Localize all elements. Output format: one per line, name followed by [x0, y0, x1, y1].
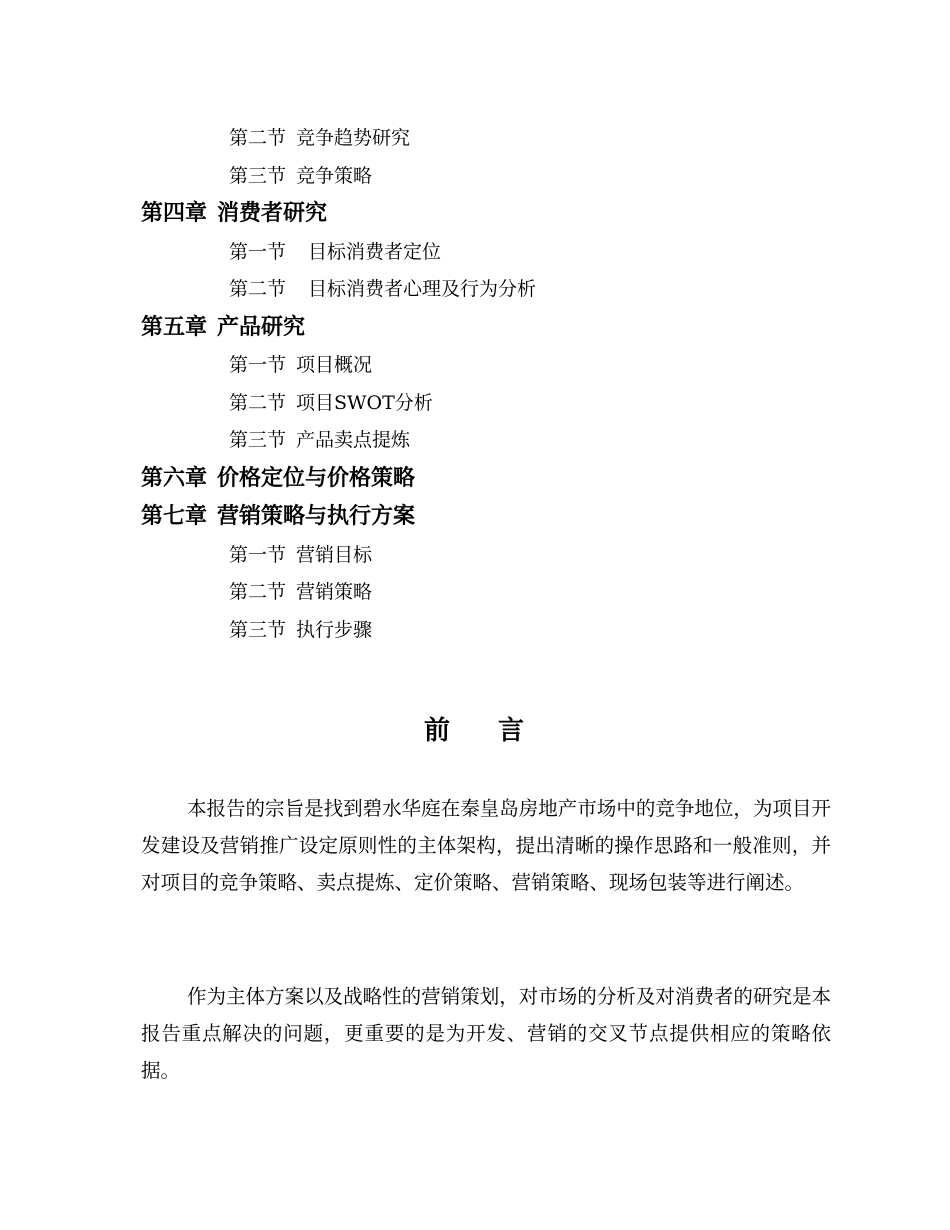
table-of-contents — [141, 120, 841, 649]
toc-chapter-entry — [141, 460, 841, 499]
toc-chapter-entry — [141, 498, 841, 537]
toc-chapter-title: 营销策略与执行方案 — [217, 504, 416, 529]
toc-section-title: 项目SWOT分析 — [296, 391, 433, 414]
toc-section-number: 第二节 — [229, 278, 287, 300]
toc-section-number: 第一节 — [229, 543, 287, 566]
toc-section-title: 执行步骤 — [296, 618, 373, 641]
toc-section-entry — [141, 612, 841, 650]
toc-chapter-entry — [141, 309, 841, 348]
toc-section-title: 目标消费者定位 — [308, 240, 442, 263]
preface-title-right: 言 — [498, 716, 527, 746]
toc-section-number: 第三节 — [229, 429, 287, 451]
toc-section-entry — [141, 422, 841, 460]
toc-section-title: 竞争趋势研究 — [296, 127, 411, 149]
toc-section-entry — [141, 271, 841, 309]
toc-chapter-number: 第六章 — [141, 465, 208, 491]
toc-section-number: 第三节 — [229, 164, 287, 187]
toc-section-number: 第三节 — [229, 618, 287, 641]
preface-title-left: 前 — [423, 716, 452, 746]
toc-section-number: 第二节 — [229, 581, 287, 603]
preface-title — [0, 708, 950, 754]
toc-section-number: 第二节 — [229, 127, 287, 149]
toc-section-entry — [141, 120, 841, 158]
toc-section-title: 营销策略 — [296, 581, 373, 603]
toc-section-title: 产品卖点提炼 — [296, 429, 411, 451]
preface-paragraph-1: 本报告的宗旨是找到碧水华庭在秦皇岛房地产市场中的竞争地位，为项目开发建设及营销推广设定原则性的主体架构，提出清晰的操作思路和一般准则，并对项目的竞争策略、卖点提炼、定价策略、营销策略、现场包装等进行阐述。 — [141, 797, 831, 894]
toc-section-entry — [141, 537, 841, 575]
toc-section-title: 项目概况 — [296, 354, 373, 376]
toc-section-number: 第一节 — [229, 240, 287, 263]
toc-section-entry — [141, 385, 841, 423]
toc-chapter-number: 第四章 — [141, 201, 208, 226]
toc-section-entry — [141, 347, 841, 385]
toc-chapter-title: 产品研究 — [217, 314, 306, 340]
toc-section-entry — [141, 574, 841, 612]
toc-chapter-number: 第七章 — [141, 504, 208, 529]
toc-section-number: 第二节 — [229, 391, 287, 414]
toc-chapter-number: 第五章 — [141, 314, 208, 340]
toc-section-title: 竞争策略 — [296, 164, 373, 187]
toc-section-number: 第一节 — [229, 354, 287, 376]
toc-chapter-title: 消费者研究 — [217, 201, 328, 226]
toc-section-entry — [141, 234, 841, 272]
toc-section-title: 目标消费者心理及行为分析 — [308, 278, 537, 300]
toc-chapter-entry — [141, 195, 841, 234]
toc-section-entry — [141, 158, 841, 196]
toc-chapter-title: 价格定位与价格策略 — [217, 465, 416, 491]
preface-paragraph-2: 作为主体方案以及战略性的营销策划，对市场的分析及对消费者的研究是本报告重点解决的问题，更重要的是为开发、营销的交叉节点提供相应的策略依据。 — [141, 985, 831, 1082]
toc-section-title: 营销目标 — [296, 543, 373, 566]
